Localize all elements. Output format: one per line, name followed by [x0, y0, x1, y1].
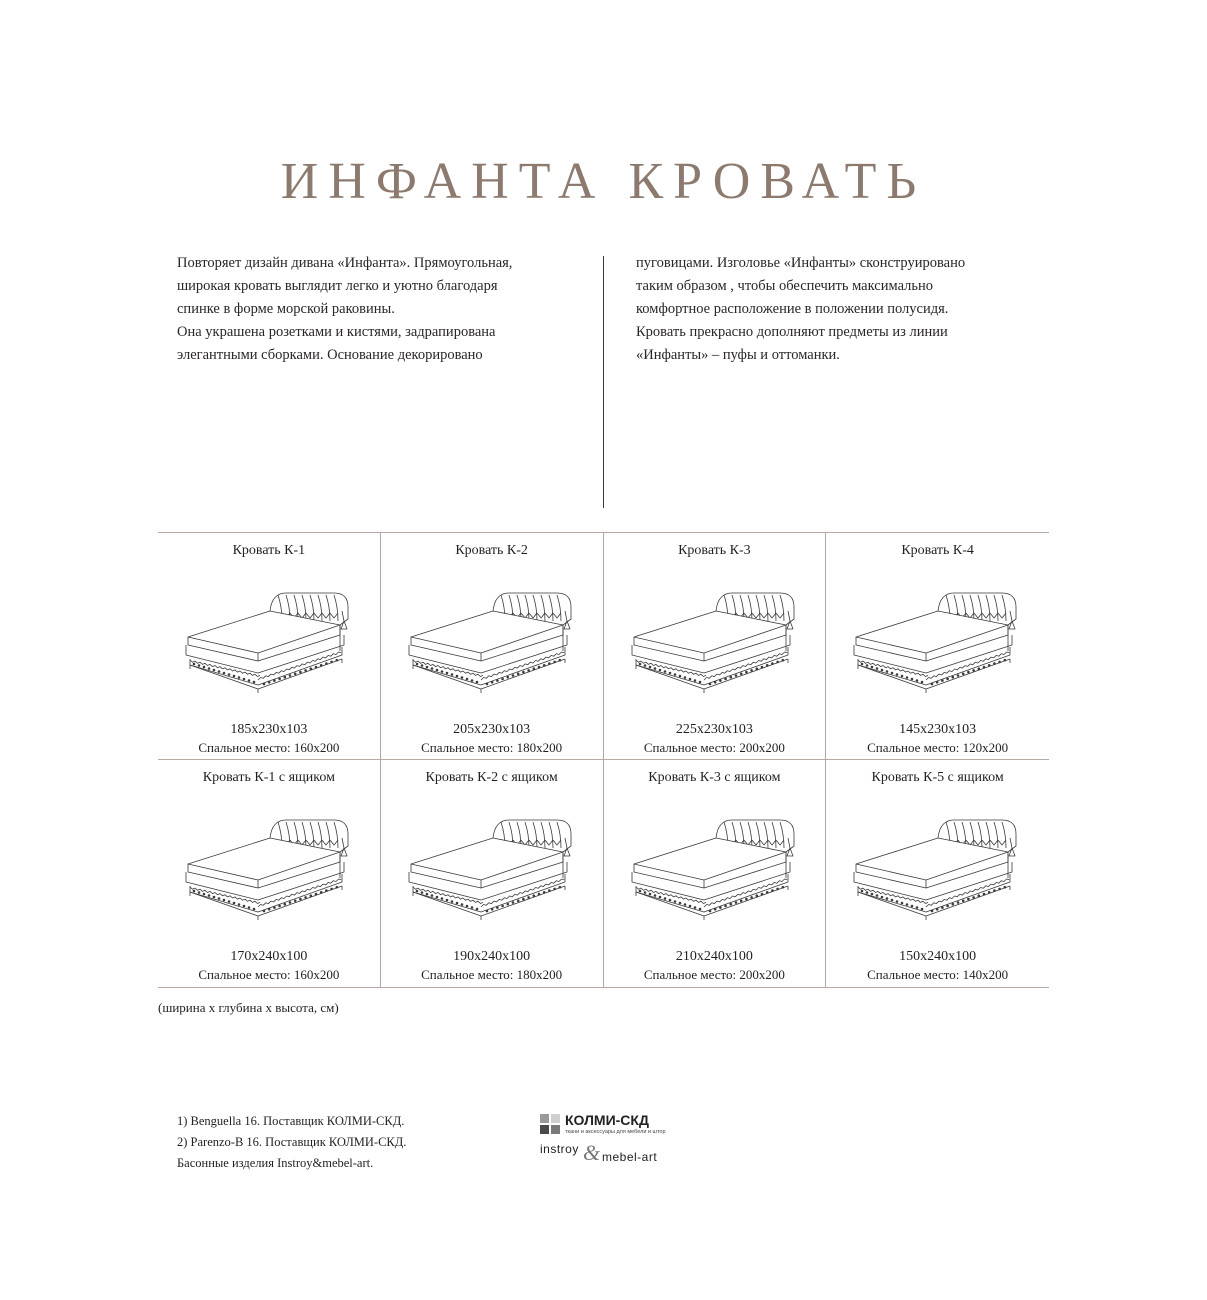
- footnote: Басонные изделия Instroy&mebel-art.: [177, 1156, 374, 1170]
- bed-sleeping-area: Спальное место: 120x200: [867, 740, 1009, 755]
- bed-illustration: [850, 816, 1026, 934]
- bed-sleeping-area: Спальное место: 140x200: [867, 967, 1009, 982]
- column-divider: [603, 256, 604, 508]
- bed-card: [826, 760, 1049, 987]
- bed-card: [158, 533, 381, 760]
- mebel-art-logo-text: mebel-art: [602, 1150, 658, 1164]
- bed-name: Кровать К-5 с ящиком: [871, 770, 1004, 785]
- description-line: Повторяет дизайн дивана «Инфанта». Прямоугольная,: [177, 255, 513, 271]
- description-line: комфортное расположение в положении полусидя.: [636, 301, 949, 317]
- bed-name: Кровать К-1 с ящиком: [202, 770, 335, 785]
- bed-illustration: [405, 816, 581, 934]
- bed-dimensions: 190x240x100: [453, 949, 531, 964]
- instroy-logo-text: instroy: [540, 1142, 579, 1156]
- bed-card: [381, 760, 604, 987]
- bed-dimensions: 145x230x103: [899, 722, 977, 737]
- instroy-logo-ampersand: &: [583, 1140, 601, 1165]
- bed-name: Кровать К-4: [901, 543, 974, 558]
- description-left: [177, 252, 557, 367]
- bed-illustration: [182, 816, 358, 934]
- bed-illustration: [628, 816, 804, 934]
- description-line: спинке в форме морской раковины.: [177, 301, 395, 317]
- footnote: 2) Parenzo-B 16. Поставщик КОЛМИ-СКД.: [177, 1135, 407, 1149]
- bed-sleeping-area: Спальное место: 160x200: [198, 967, 340, 982]
- bed-illustration: [405, 589, 581, 707]
- bed-illustration: [628, 589, 804, 707]
- kolmi-squares-icon: [540, 1114, 560, 1134]
- page-title: ИНФАНТА КРОВАТЬ: [280, 153, 927, 210]
- bed-dimensions: 210x240x100: [675, 949, 753, 964]
- instroy-mebel-art-logo: [540, 1140, 680, 1166]
- bed-dimensions: 150x240x100: [899, 949, 977, 964]
- bed-dimensions: 225x230x103: [675, 722, 753, 737]
- bed-name: Кровать К-3: [678, 543, 751, 558]
- kolmi-logo-name: КОЛМИ-СКД: [565, 1112, 649, 1128]
- footnotes: [177, 1111, 406, 1174]
- bed-dimensions: 170x240x100: [230, 949, 308, 964]
- bed-name: Кровать К-3 с ящиком: [648, 770, 781, 785]
- description-line: «Инфанты» – пуфы и оттоманки.: [636, 347, 840, 363]
- description-line: Она украшена розетками и кистями, задрапирована: [177, 324, 496, 340]
- bed-name: Кровать К-1: [232, 543, 306, 558]
- kolmi-skd-logo: [540, 1112, 680, 1138]
- footnote: 1) Benguella 16. Поставщик КОЛМИ-СКД.: [177, 1114, 405, 1128]
- bed-sleeping-area: Спальное место: 180x200: [421, 967, 563, 982]
- description-right: [636, 252, 1016, 367]
- kolmi-logo-tagline: ткани и аксессуары для мебели и штор: [565, 1129, 666, 1135]
- bed-card: [826, 533, 1049, 760]
- bed-dimensions: 205x230x103: [453, 722, 531, 737]
- description-line: таким образом , чтобы обеспечить максимально: [636, 278, 933, 294]
- bed-illustration: [850, 589, 1026, 707]
- bed-card: [604, 533, 827, 760]
- bed-illustration: [182, 589, 358, 707]
- bed-models-grid: [158, 532, 1049, 988]
- bed-name: Кровать К-2: [455, 543, 528, 558]
- description-line: широкая кровать выглядит легко и уютно благодаря: [177, 278, 498, 294]
- bed-sleeping-area: Спальное место: 160x200: [198, 740, 340, 755]
- bed-dimensions: 185x230x103: [230, 722, 308, 737]
- bed-sleeping-area: Спальное место: 200x200: [643, 967, 785, 982]
- description-line: Кровать прекрасно дополняют предметы из линии: [636, 324, 948, 340]
- dimensions-note: (ширина x глубина x высота, см): [158, 1000, 339, 1015]
- description-line: элегантными сборками. Основание декорировано: [177, 347, 483, 363]
- bed-card: [604, 760, 827, 987]
- bed-sleeping-area: Спальное место: 200x200: [643, 740, 785, 755]
- bed-card: [381, 533, 604, 760]
- description-line: пуговицами. Изголовье «Инфанты» сконструировано: [636, 255, 966, 271]
- bed-name: Кровать К-2 с ящиком: [425, 770, 558, 785]
- bed-sleeping-area: Спальное место: 180x200: [421, 740, 563, 755]
- bed-card: [158, 760, 381, 987]
